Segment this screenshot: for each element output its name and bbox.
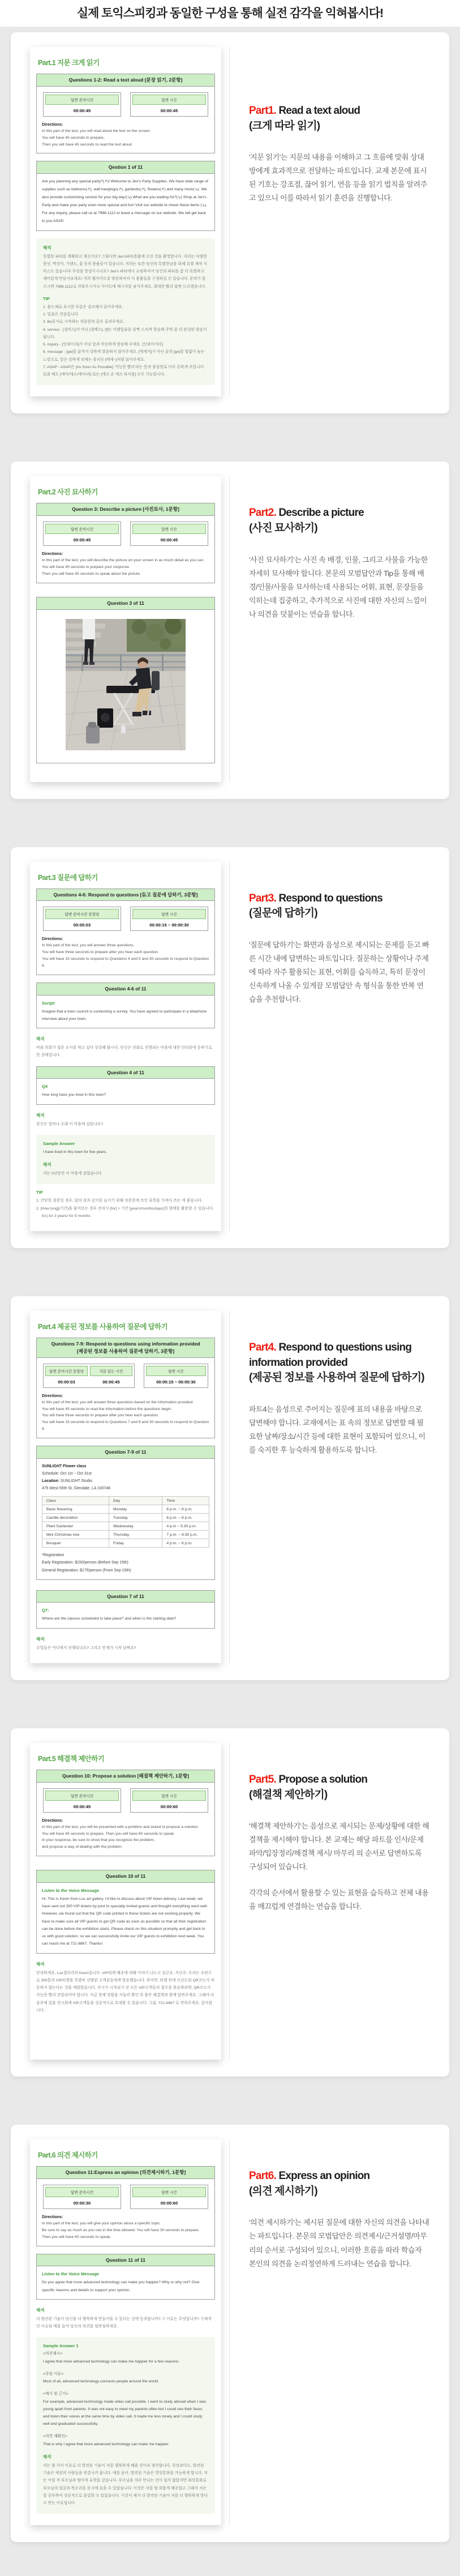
tip-line: Ex) for 3 years/ for 9 months (42, 1214, 91, 1218)
part3-question-body (37, 1079, 214, 1104)
part2-timers (43, 522, 208, 546)
part4-heading-title: Respond to questions using information provided (249, 1342, 412, 1369)
directions-line: Be sure to say as much as you can in the time allowed. You will have 30 seconds to prepare. (42, 2228, 200, 2232)
part5-questions-header: Question 10: Propose a solution [해결책 제안하기, 1문항] (37, 1770, 214, 1783)
translation-label: 해석 (43, 1162, 51, 1168)
sample-answer-section (43, 2351, 208, 2365)
prep-time-label: 답변 준비시간 (45, 1791, 119, 1801)
tip-line: 2. 밑줄은 연음입니다 (43, 313, 78, 317)
info-address: 475 West 55th St, Glendale, LA 100748 (42, 1486, 110, 1491)
directions-line: In this part of the test, you will be presented with a problem and asked to propose a solution. (42, 1825, 199, 1829)
answer-part-tag: <의견 재확인> (43, 2434, 67, 2438)
part2-left-column (22, 476, 221, 781)
col-class: Class (42, 1497, 109, 1505)
answer-time-label: 답변 시간 (132, 95, 206, 105)
script-text: Imagine that a town council is conducting a survey. You have agreed to participate in a telephone interview about your town. (42, 1009, 207, 1021)
translation-text: 특별한 파티를 계획하고 계신가요? 그렇다면 Jen's파티용품에 오신 것을 환영합니다. 저희는 다양한 풍선, 벽장식, 가랜드, 꽃 등의 용품들이 있습니다. 저희는 또한 당신의 특별한날을 위해 특별 제작 서비스도 있습니다! 무엇을 망설이시나요? Jen's 파티에서 쇼핑하셔서 당신의 파티를 좀 더 특별하고 재미있게 만들어보세요! 저희 웹사이트를 방문하셔서 이 용품들을 구경하실 수 있습니다. 문의가 있으시면 7986.1112로 전화주시거나 사이트에 메시지를 남겨주세요. 최대한 빨리 답변 드리겠습니다. (43, 254, 208, 289)
part3-description-column (230, 862, 449, 1232)
part6-timers (43, 2185, 208, 2209)
col-day: Day (109, 1497, 162, 1505)
table-row (42, 1522, 209, 1531)
answer-time-box (130, 907, 208, 931)
part5-message-body (37, 1883, 214, 1953)
part3-test-screenshot (30, 862, 221, 1232)
info-location (42, 1477, 209, 1485)
tip-line: 2. [How long](기간)을 물어보는 경우 전치사 [for] + 기간 [years/months/days]의 형태를 활용할 수 있습니다. (36, 1206, 214, 1211)
part5-message-box (36, 1870, 215, 1954)
content-area (0, 27, 460, 2576)
part5-shot-title: Part.5 해결책 제안하기 (38, 1754, 105, 1763)
part4-description-column (230, 1311, 449, 1663)
tip-line: 4. service - [설비스]가 아닌 [셜베스], [f]는 아랫입술을 살짝 스치며 발음해 주면 좀 더 완성된 발음이 됩니다. (43, 327, 207, 339)
directions-label: Directions: (42, 1392, 63, 1398)
part5-left-column (22, 1743, 221, 2060)
part5-description-column (230, 1743, 449, 2060)
answer-time-box (130, 92, 208, 117)
part3-question-box (36, 1066, 215, 1105)
part3-directions-box (36, 888, 215, 975)
cell-day: Wednesday (109, 1522, 162, 1531)
question-label: Q4 (42, 1084, 48, 1090)
part4-heading-subtitle: (제공된 정보를 사용하여 질문에 답하기) (249, 1372, 424, 1384)
part5-description: '해결책 제안하기'는 음성으로 제시되는 문제/상황에 대한 해결책을 제시해야 합니다. 본 교재는 해당 파트를 인사/문제파악/입장정리/해결책 제시/ 마무리 의 순서로 답변하도록 구성되어 있습니다. (249, 1822, 429, 1872)
table-row (42, 1539, 209, 1548)
prep-time-value: 00:00:03 (58, 1379, 75, 1385)
directions-label: Directions: (42, 551, 63, 557)
table-row (42, 1514, 209, 1522)
answer-time-value: 00:00:45 (160, 108, 178, 113)
answer-time-label: 답변 시간 (132, 1791, 206, 1801)
sample-answer-text: I have lived in this town for five years. (43, 1150, 107, 1154)
registration-line: General Registration: $175/person (From Sep 15th) (42, 1568, 131, 1573)
answer-time-box (130, 2185, 208, 2209)
tip-line: 6. message - [ge]를 끝까지 강하게 발음하지 않아주세요. [메세지]가 아닌 끝의 [ge]를 힘없이 놓는 느낌으로, 앞은 강하게 뒤에는 흘리듯 [메세~]처럼 읽어주세요. (43, 350, 205, 362)
prep-time-label: 답변 준비시간 (45, 95, 119, 105)
directions-line: In your response, be sure to show that you recognize the problem, (42, 1838, 155, 1843)
answer-time-value: 00:00:60 (160, 2200, 178, 2206)
question-text: Do you agree that more advanced technology can make you happier? Why or why not? Give specific reasons and details to support your opinion. (42, 2280, 200, 2292)
part1-heading-title: Read a text aloud (278, 105, 360, 117)
cell-time: 7 p.m. ~ 8:30 p.m. (162, 1531, 209, 1539)
part3-description: '질문에 답하기'는 화면과 음성으로 제시되는 문제를 듣고 빠른 시간 내에 답변하는 파트입니다. 질문하는 상황이나 주제에 따라 자주 활용되는 표현, 어휘를 습득하고, 특히 문장이 신속하게 나올 수 있게끔 모범답안 속 형식을 통한 반복 연습을 추천합니다. (249, 940, 429, 1003)
page-title: 실제 토익스피킹과 동일한 구성을 통해 실전 감각을 익혀봅시다! (76, 7, 384, 20)
part4-test-screenshot (30, 1311, 221, 1663)
part6-sample-answer-panel (36, 2337, 215, 2514)
directions-label: Directions: (42, 936, 63, 942)
cell-time: 6 p.m. ~ 8 p.m. (162, 1505, 209, 1514)
part6-heading (249, 2169, 430, 2199)
voice-message-label: Listen to the Voice Message (42, 2271, 100, 2277)
part5-directions-box (36, 1770, 215, 1856)
directions-line: You will have 45 seconds to prepare. (42, 135, 105, 140)
info-location-value: SUNLIGHT Studio (59, 1479, 93, 1484)
prep-time-label: 답변 준비시간 문항당 (45, 1366, 88, 1376)
section-part3 (11, 847, 449, 1249)
directions-label: Directions: (42, 1817, 63, 1823)
translation-text: 수업들은 어디에서 진행되나요? 그리고 언제가 시작 날짜죠? (36, 1646, 136, 1650)
part1-directions-box (36, 74, 215, 153)
part4-left-column (22, 1311, 221, 1663)
directions-line: Then you will have 60 seconds to speak. (42, 2235, 111, 2239)
table-header-row (42, 1497, 209, 1505)
tip-line: 1. 볼드체로 표시한 부분은 강조해서 읽어주세요. (43, 305, 123, 309)
part2-heading-title: Describe a picture (278, 507, 364, 519)
part1-shot-title: Part.1 지문 크게 읽기 (38, 59, 100, 67)
part1-translation-tip-panel (36, 238, 215, 386)
part2-description: '사진 묘사하기'는 사진 속 배경, 인물, 그리고 사물을 가능한 자세히 묘사해야 합니다. 본문의 모범답안과 Tip을 통해 배경/인물/사물을 묘사하는데 사용되는 어휘, 표현, 문장들을 익히는데 집중하고, 추가적으로 사진에 대한 자신의 느낌이나 의견을 덧붙이는 연습을 합니다. (249, 555, 428, 618)
part2-directions-body (37, 516, 214, 583)
answer-part-text: For example, advanced technology made video call possible. I went to study abroad when I was young apart from parents. It was not easy to meet my parents often but I could see their faces and listen their voices at the same time by video call. It made me less lonely and I could study well and graduated successfully. (43, 2399, 207, 2427)
sample-answer-section (43, 2391, 208, 2428)
translation-label: 해석 (36, 2307, 45, 2313)
translation-text: 저는 5년동안 이 마을에 살았습니다. (43, 1172, 103, 1176)
part3-heading (249, 891, 430, 921)
part1-directions-body (37, 87, 214, 153)
answer-time-label: 답변 시간 (132, 909, 206, 919)
part6-directions-body (37, 2179, 214, 2246)
part1-reading-passage: Are you planning any special party?(↗)/ Welcome to Jen's Party Supplies. We have wide range of supplies such as balloons(↗), wall hangings(↗), garlands(↗), flowers(↗) and many more(↘). We also provide customizing service for your big day!(↘) What are you waiting for?(↘) Shop at Jen's Party and make your party even more special and fun! Visit our website to check these items (↘). For any inquiry, please call us at 7986.1112 or leave a message on our website. We will get back to you ASAP. (42, 180, 208, 223)
prep-time-value: 00:00:30 (73, 2200, 91, 2206)
directions-line: and propose a way of dealing with the problem. (42, 1845, 123, 1849)
part3-script-body (37, 996, 214, 1028)
voice-message-label: Listen to the Voice Message (42, 1887, 100, 1893)
cell-class: Basic flowering (42, 1505, 109, 1514)
page-header (0, 0, 460, 27)
part4-heading (249, 1340, 430, 1386)
part5-heading (249, 1772, 430, 1802)
info-title: SUNLIGHT Flower class (42, 1464, 87, 1468)
cell-day: Monday (109, 1505, 162, 1514)
table-row (42, 1531, 209, 1539)
registration-line: Early Registration: $150/person (Before Sep 15th) (42, 1561, 128, 1565)
translation-text: 저는 몇 가지 이유로 더 발전된 기술이 저를 행복하게 해줄 것이라 생각합니다. 무엇보다도, 발전된 기술은 세상의 사람들을 연결시켜 줍니다. 예를 들어, 발전된 기술은 영상통화를 가능하게 합니다. 저는 어릴 적 부모님과 떨어져 유학을 갔습니다. 부모님을 자주 만나는 것이 쉽지 않았지만 화상통화로 부모님의 얼굴과 목소리를 동시에 들을 수 있었습니다. 이것은 저를 덜 외롭게 해주었고 그래서 저는 잘 공부하여 성공적으로 졸업할 수 있었습니다. 이것이 제가 더 발전된 기술이 저를 더 행복하게 한다고 믿는 이유입니다. (43, 2463, 208, 2506)
section-part1 (11, 32, 449, 413)
part1-question-box (36, 161, 215, 230)
part3-shot-title: Part.3 질문에 답하기 (38, 873, 98, 882)
part2-directions-box (36, 503, 215, 583)
part3-questions-header: Questions 4-6: Respond to questions [듣고 질문에 답하기, 3문항] (37, 889, 214, 902)
translation-label: 해석 (36, 1036, 45, 1042)
sample-answer-label: Sample Answer (43, 1140, 75, 1146)
prep-time-box (43, 1788, 121, 1813)
question-text: Where are the classes scheduled to take place? and when is the starting date? (42, 1617, 177, 1621)
part6-question-number-header: Question 11 of 11 (37, 2254, 214, 2267)
part3-left-column (22, 862, 221, 1232)
directions-line: In this part of the test, you will give your opinion about a specific topic. (42, 2221, 161, 2225)
directions-line: You will have 45 seconds to prepare your response. (42, 565, 130, 570)
prep-time-label: 답변 준비시간 문항당 (45, 909, 119, 919)
part4-information-box (36, 1446, 215, 1580)
prep-time-value: 00:00:03 (73, 922, 91, 928)
part3-question-range-header: Question 4-6 of 11 (37, 983, 214, 996)
prep-time-box (43, 2185, 121, 2209)
part3-script-box (36, 982, 215, 1028)
part3-question-number-header: Question 4 of 11 (37, 1067, 214, 1079)
answer-time-value: 00:00:45 (160, 537, 178, 543)
part2-question-box (36, 597, 215, 763)
part5-heading-number: Part5. (249, 1773, 277, 1785)
part5-description-2: 각각의 순서에서 활용할 수 있는 표현을 습득하고 전체 내용을 매끄럽게 연결하는 연습을 합니다. (249, 1889, 429, 1911)
translation-label: 해석 (36, 1636, 45, 1642)
prep-read-time-box (43, 1364, 135, 1388)
translation-label: 해석 (43, 2454, 51, 2459)
part1-heading-number: Part1. (249, 105, 277, 117)
part6-heading-title: Express an opinion (278, 2170, 370, 2182)
question-label: Q7: (42, 1608, 49, 1613)
question-text: How long have you lived in this town? (42, 1093, 106, 1097)
translation-text: 더 발전된 기술이 당신을 더 행복하게 만들어줄 수 있다는 것에 동의합니까? 그 이유는 무엇입니까? 구체적인 이유와 예를 들어 당신의 의견을 뒷받침하세요. (36, 2317, 212, 2329)
part5-directions-body (37, 1783, 214, 1856)
cell-day: Thursday (109, 1531, 162, 1539)
part1-question-number-header: Qestion 1 of 11 (37, 161, 214, 174)
sample-answer-label: Sample Answer 1 (43, 2343, 79, 2349)
answer-time-value: 00:00:15 ~ 00:00:30 (149, 922, 189, 928)
translation-label: 해석 (43, 245, 51, 250)
part1-questions-header: Questions 1-2: Read a text aloud [문장 읽기, 2문항] (37, 74, 214, 87)
directions-line: In this part of the test, you will answer three questions based on the information provided. (42, 1400, 194, 1404)
registration-title: *Registration (42, 1553, 65, 1558)
part6-left-column (22, 2139, 221, 2525)
directions-line: In this part of the test, you will answer three questions. (42, 943, 135, 948)
part4-directions-body (37, 1358, 214, 1438)
cell-time: 4 p.m. ~ 6 p.m. (162, 1539, 209, 1548)
part2-shot-title: Part.2 사진 묘사하기 (38, 488, 98, 497)
section-part5 (11, 1728, 449, 2077)
prep-time-box (43, 92, 121, 117)
part4-heading-number: Part4. (249, 1342, 277, 1354)
part3-directions-body (37, 901, 214, 975)
cell-time: 6 p.m. ~ 8 p.m. (162, 1514, 209, 1522)
info-location-label: Location: (42, 1479, 60, 1484)
part2-questions-header: Question 3: Describe a picture [사진묘사, 1문항] (37, 503, 214, 516)
part1-heading-subtitle: (크게 따라 읽기) (249, 119, 320, 132)
directions-label: Directions: (42, 2214, 63, 2219)
reading-time-value: 00:00:45 (102, 1379, 120, 1385)
part4-questions-header-line2: [제공된 정보를 사용하여 질문에 답하기, 3문항] (76, 1348, 175, 1354)
part6-description-column (230, 2139, 449, 2525)
prep-time-box (43, 907, 121, 931)
part2-heading-number: Part2. (249, 507, 277, 519)
part5-test-screenshot (30, 1743, 221, 2060)
prep-time-label: 답변 준비시간 (45, 2187, 119, 2197)
part1-test-screenshot (30, 47, 221, 396)
tip-line: 3. Be동사로 시작하는 의문문의 끝은 올려주세요. (43, 320, 124, 324)
part1-left-column (22, 47, 221, 396)
translation-text: 안녕하세요, Lux갤러리의 Kevin입니다. VIP티켓 배송에 대해 이야기 나누고 싶군요. 지난주, 우리는 우편으로 300통의 VIP티켓을 특별히 선별된 고객분들에게 발송했습니다. 하지만, 티켓 안에 프린트된 QR코드가 작동하지 않는다는 것을 깨달았습니다. 전시가 시작되기 전 모든 VIP고객들의 접수를 완료하려면, QR코드가 가능한 빨리 전달되어야 합니다. 지금 현재 상황을 서둘러 확인 후 좋은 해결책과 함께 답변주세요. 그래야 다음주에 있을 전시회에 VIP고객들을 성공적으로 초대할 수 있습니다. 그럼, 721-8867 로 연락주세요. 감사합니다. (36, 1971, 214, 2013)
part4-question-range-header: Question 7-9 of 11 (37, 1446, 214, 1459)
answer-part-tag: <주된 이유> (43, 2372, 64, 2376)
cell-class: Mini Christmas tree (42, 1531, 109, 1539)
part3-sample-answer-panel (36, 1135, 215, 1185)
part6-description: '의견 제시하기'는 제시된 질문에 대한 자신의 의견을 나타내는 파트입니다. 본문의 모범답안은 의견제시/근거설명/마무리의 순서로 구성되어 있으니, 이러한 흐름을 따라 학습자 본인의 의견을 논리정연하게 드러내는 연습을 합니다. (249, 2218, 429, 2268)
part1-timers (43, 92, 208, 117)
part6-heading-subtitle: (의견 제시하기) (249, 2185, 317, 2197)
section-part2 (11, 462, 449, 798)
prep-time-value: 00:00:45 (73, 537, 91, 543)
part6-heading-number: Part6. (249, 2170, 277, 2182)
answer-part-tag: <예시 및 근거> (43, 2391, 68, 2396)
tip-line: 1. 간단한 질문일 경우, 답의 질과 깊이를 높이기 위해 의문문에 쓰인 표현을 가져다 쓰는 게 좋습니다. (36, 1199, 203, 1203)
answer-part-text: That is why I agree that more advanced technology can make me happier. (43, 2442, 169, 2446)
section-part6 (11, 2125, 449, 2542)
part5-heading-title: Propose a solution (278, 1773, 368, 1785)
sample-answer-section (43, 2371, 208, 2386)
part4-question-box (36, 1590, 215, 1629)
translation-label: 해석 (36, 1961, 45, 1967)
part1-description: '지문 읽기'는 지문의 내용을 이해하고 그 흐름에 맞춰 상대방에게 효과적으로 전달하는 파트입니다. 교재 본문에 표시된 기호는 강조점, 끊어 읽기, 연음 등을 읽기 법칙을 알려주고 있으니 이를 따라서 읽기 훈련을 진행합니다. (249, 153, 427, 203)
part4-shot-title: Part.4 제공된 정보를 사용하여 질문에 답하기 (38, 1323, 168, 1331)
directions-line: Then you will have 45 seconds to speak about the picture. (42, 571, 141, 576)
part3-timers (43, 907, 208, 931)
part4-questions-header (37, 1338, 214, 1358)
answer-part-tag: <의견제시> (43, 2352, 63, 2356)
directions-line: You will have three seconds to prepare after you hear each question. (42, 1413, 159, 1418)
cell-class: Plant Garlander (42, 1522, 109, 1531)
part4-questions-header-line1: Questions 7-9: Respond to questions using information provided (51, 1341, 200, 1347)
answer-time-label: 답변 시간 (132, 2187, 206, 2197)
answer-part-text: Most of all, advanced technology connects people around the world. (43, 2380, 159, 2384)
part4-directions-box (36, 1338, 215, 1438)
part2-heading-subtitle: (사진 묘사하기) (249, 522, 317, 535)
answer-part-text: I agree that more advanced technology can make me happier for a few reasons. (43, 2360, 180, 2364)
part2-description-column (230, 476, 449, 781)
answer-time-box (144, 1364, 208, 1388)
part4-timers (43, 1364, 208, 1388)
part6-directions-box (36, 2166, 215, 2246)
part2-test-screenshot (30, 476, 221, 781)
directions-line: In this part of the test, you will read aloud the text on the screen. (42, 129, 151, 133)
cell-time: 4 p.m ~ 5:30 p.m. (162, 1522, 209, 1531)
cell-class: Candle decoration (42, 1514, 109, 1522)
part6-shot-title: Part.6 의견 제시하기 (38, 2151, 98, 2160)
prep-time-value: 00:00:45 (73, 1804, 91, 1809)
part4-question-number-header: Question 7 of 11 (37, 1591, 214, 1603)
prep-time-label: 답변 준비시간 (45, 524, 119, 534)
tip-label: TIP (43, 296, 50, 301)
section-part4 (11, 1296, 449, 1680)
directions-line: You will have 15 seconds to respond to Questions 4 and 5 and 30 seconds to respond to Question 6. (42, 957, 209, 968)
answer-time-value: 00:00:15 ~ 00:00:30 (156, 1379, 196, 1385)
part5-timers (43, 1788, 208, 1813)
tip-label: TIP (36, 1190, 43, 1195)
sample-answer-section (43, 2433, 208, 2448)
prep-time-box (43, 522, 121, 546)
directions-line: Then you will have 45 seconds to read the text aloud. (42, 142, 133, 147)
part6-question-box (36, 2254, 215, 2300)
answer-time-label: 답변 시간 (132, 524, 206, 534)
answer-time-box (130, 1788, 208, 1813)
translation-text: 마을 의회가 설문 조사를 하고 있다 상상해 봅시다. 당신은 전화로 진행되는 마을에 대한 인터뷰에 응하기로 한 상태입니다. (36, 1046, 212, 1058)
directions-line: In this part of the test, you will describe the picture on your screen in as much detail as you can. (42, 558, 205, 563)
part3-heading-number: Part3. (249, 892, 277, 904)
info-schedule: Schedule: Oct 1st ~ Oct 31st (42, 1472, 92, 1476)
part1-description-column (230, 47, 449, 396)
voice-message-text: Hi, This is Kevin from Lux art gallery. I'd like to discuss about VIP ticket delivery. Last week, we have sent out 300 VIP tickets by post to specially invited guests and thought everything went well. However, we found out that the QR code printed in these tickets are not working properly. We have to make sure all VIP guests to get QR code as soon as possible so that all their registration can be done before the exhibition starts. Please check on this situation promptly and get back to us with good solution, so we can successfully invite our VIP guests to exhibition next week. You can reach me at 721-8867. Thanks! (42, 1896, 208, 1946)
answer-time-box (130, 522, 208, 546)
part6-question-body (37, 2266, 214, 2299)
tip-line: 7. ASAP - ASAP은 [As Soon As Possible] '가능한 빨리'라는 뜻의 줄임말로 아주 흔하게 쓰입니다. 읽을 때도 [에이/에스/에이/피] 또는 [에즈 순 애즈 파서블] 모두 가능합니다. (43, 365, 205, 377)
part4-description: 파트4는 음성으로 주어지는 질문에 표의 내용을 바탕으로 답변해야 합니다. 교재에서는 표 속의 정보로 답변할 때 필요한 날짜/장소/시간 등에 대한 표현이 포함되어 있으니, 이를 숙지한 후 능숙하게 활용하도록 합니다. (249, 1404, 425, 1455)
tip-line: 5. inquiry - [인콰이리]가 아닌 앞과 비슷하게 발음해 주세요. [인콰이어리] (43, 343, 163, 347)
part1-heading (249, 104, 430, 134)
cell-day: Tuesday (109, 1514, 162, 1522)
part6-questions-header: Question 11:Express an opinion [의견제시하기, 1문항] (37, 2167, 214, 2179)
cell-day: Friday (109, 1539, 162, 1548)
part4-question-body (37, 1603, 214, 1627)
part4-information-body (37, 1459, 214, 1579)
directions-label: Directions: (42, 121, 63, 127)
part2-photo-area (37, 610, 214, 763)
translation-text: 당신은 얼마나 오래 이 마을에 살았나요? (36, 1122, 104, 1126)
part5-question-number-header: Question 10 of 11 (37, 1870, 214, 1883)
part2-heading (249, 506, 430, 536)
part5-heading-subtitle: (해결책 제안하기) (249, 1788, 328, 1801)
answer-time-value: 00:00:60 (160, 1804, 178, 1809)
script-label: Script: (42, 1000, 56, 1006)
picture-description-photo (66, 619, 186, 750)
directions-line: You will have 15 seconds to respond to Questions 7 and 8 and 30 seconds to respond to Question 9. (42, 1420, 209, 1432)
table-row (42, 1505, 209, 1514)
cell-class: Bouquet (42, 1539, 109, 1548)
prep-time-value: 00:00:45 (73, 108, 91, 113)
part3-heading-title: Respond to questions (278, 892, 383, 904)
part3-heading-subtitle: (질문에 답하기) (249, 907, 317, 920)
translation-label: 해석 (36, 1112, 45, 1118)
directions-line: You will have 45 seconds to read the information before the questions begin. (42, 1407, 172, 1411)
col-time: Time (162, 1497, 209, 1505)
part6-test-screenshot (30, 2139, 221, 2525)
reading-time-label: 지문 읽는 시간 (90, 1366, 132, 1376)
class-schedule-table (42, 1496, 209, 1548)
answer-time-label: 답변 시간 (146, 1366, 206, 1376)
part2-question-number-header: Question 3 of 11 (37, 597, 214, 610)
directions-line: You will have three seconds to prepare after you hear each question. (42, 950, 159, 955)
directions-line: You will have 45 seconds to prepare. Then you will have 60 seconds to speak. (42, 1831, 175, 1836)
